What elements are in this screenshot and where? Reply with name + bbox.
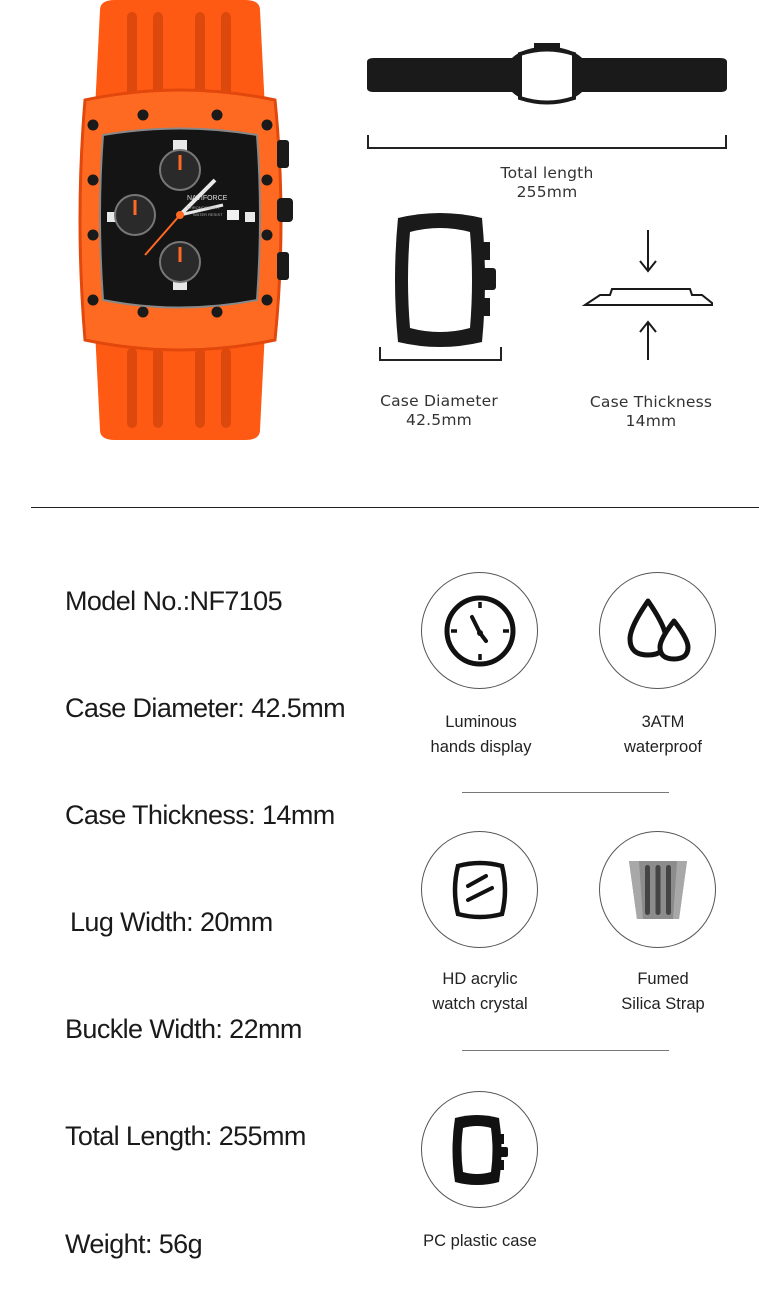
case-diameter-label bbox=[358, 392, 520, 430]
feature-case-label bbox=[400, 1229, 560, 1254]
feature-luminous-line2: hands display bbox=[430, 738, 532, 756]
feature-waterproof-badge bbox=[599, 572, 716, 689]
feature-strap-label bbox=[583, 967, 743, 1017]
water-drops-icon bbox=[620, 593, 696, 669]
dial-brand-text: NAVIFORCE bbox=[187, 195, 228, 202]
case-thickness-label bbox=[570, 393, 732, 431]
feature-luminous-label bbox=[401, 710, 561, 760]
case-thickness-value: 14mm bbox=[625, 412, 677, 430]
total-length-label bbox=[447, 164, 647, 202]
spec-total-length: Total Length: 255mm bbox=[65, 1121, 306, 1151]
feature-case-line1: PC plastic case bbox=[423, 1232, 537, 1250]
section-divider bbox=[31, 507, 759, 508]
dial-line2-text: WATER RESIST bbox=[193, 212, 223, 217]
feature-waterproof-line2: waterproof bbox=[624, 738, 702, 756]
feature-strap-line1: Fumed bbox=[637, 970, 689, 988]
crystal-icon bbox=[446, 856, 514, 924]
case-outline-drawing bbox=[380, 210, 505, 350]
spec-lug-width: Lug Width: 20mm bbox=[70, 907, 273, 937]
spec-model-number: Model No.:NF7105 bbox=[65, 586, 283, 616]
case-diameter-title: Case Diameter bbox=[380, 392, 498, 410]
total-length-bracket bbox=[367, 135, 727, 149]
case-thickness-title: Case Thickness bbox=[589, 393, 713, 411]
feature-crystal-line2: watch crystal bbox=[432, 995, 528, 1013]
feature-crystal-badge bbox=[421, 831, 538, 948]
feature-waterproof-label bbox=[583, 710, 743, 760]
case-diameter-bracket bbox=[379, 347, 502, 361]
feature-waterproof-line1: 3ATM bbox=[641, 713, 685, 731]
strap-icon bbox=[623, 855, 693, 925]
spec-case-diameter: Case Diameter: 42.5mm bbox=[65, 693, 345, 723]
clock-icon bbox=[442, 593, 518, 669]
watch-product-image bbox=[55, 0, 305, 445]
spec-buckle-width: Buckle Width: 22mm bbox=[65, 1014, 302, 1044]
total-length-value: 255mm bbox=[516, 183, 578, 201]
feature-luminous-badge bbox=[421, 572, 538, 689]
total-length-title: Total length bbox=[500, 164, 594, 182]
dial-line1-text: CHRONOGRAPH bbox=[187, 205, 220, 210]
feature-crystal-line1: HD acrylic bbox=[442, 970, 518, 988]
feature-luminous-line1: Luminous bbox=[445, 713, 517, 731]
feature-divider-1 bbox=[462, 792, 669, 793]
case-thickness-drawing bbox=[580, 225, 720, 365]
spec-case-thickness: Case Thickness: 14mm bbox=[65, 800, 335, 830]
spec-weight: Weight: 56g bbox=[65, 1229, 202, 1259]
feature-case-badge bbox=[421, 1091, 538, 1208]
case-diameter-value: 42.5mm bbox=[406, 411, 472, 429]
feature-divider-2 bbox=[462, 1050, 669, 1051]
feature-crystal-label bbox=[400, 967, 560, 1017]
feature-strap-line2: Silica Strap bbox=[621, 995, 705, 1013]
feature-strap-badge bbox=[599, 831, 716, 948]
strap-outline-drawing bbox=[362, 40, 732, 110]
case-icon bbox=[447, 1112, 513, 1188]
